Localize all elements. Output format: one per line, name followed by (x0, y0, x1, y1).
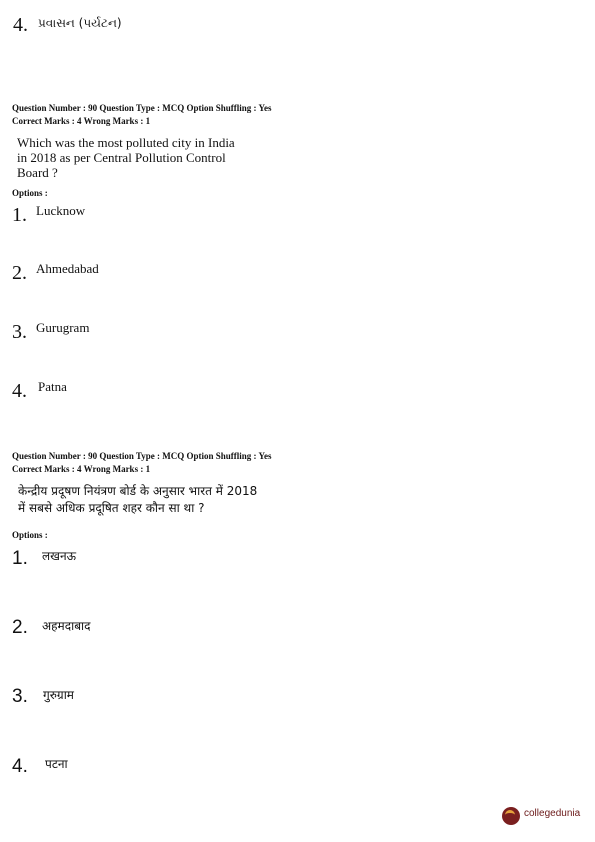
options-label: Options : (12, 188, 48, 198)
collegedunia-logo (502, 807, 580, 825)
option-number: 2. (12, 617, 28, 638)
question-marks: Correct Marks : 4 Wrong Marks : 1 (12, 116, 151, 126)
option-text: Patna (38, 379, 67, 394)
logo-tagline (524, 819, 580, 823)
option-text: अहमदाबाद (42, 619, 91, 633)
question-marks: Correct Marks : 4 Wrong Marks : 1 (12, 464, 151, 474)
option-number: 4. (12, 756, 28, 777)
question-line: in 2018 as per Central Pollution Control (17, 150, 226, 165)
option-number: 3. (12, 321, 27, 343)
collegedunia-logo-icon (502, 807, 520, 825)
option-text: Ahmedabad (36, 261, 99, 276)
question-text (18, 483, 257, 517)
question-line: Which was the most polluted city in India (17, 135, 235, 150)
option-text: गुरुग्राम (43, 688, 74, 702)
option-number: 2. (12, 262, 27, 284)
top-option (13, 14, 28, 37)
logo-brand: collegedunia (524, 808, 581, 819)
option-text: पटना (45, 757, 68, 771)
option-number: 1. (12, 204, 27, 226)
option-number: 4. (12, 380, 27, 402)
option-text: लखनऊ (42, 549, 77, 563)
options-label: Options : (12, 530, 48, 540)
option-number: 4. (13, 14, 28, 36)
question-line: Board ? (17, 165, 58, 180)
option-number: 1. (12, 548, 28, 569)
question-line: में सबसे अधिक प्रदूषित शहर कौन सा था ? (18, 501, 205, 515)
option-number: 3. (12, 686, 28, 707)
question-meta: Question Number : 90 Question Type : MCQ Option Shuffling : Yes (12, 103, 272, 113)
question-line: केन्द्रीय प्रदूषण नियंत्रण बोर्ड के अनुसार भारत में 2018 (18, 484, 258, 498)
question-text (17, 135, 235, 180)
option-text: Lucknow (36, 203, 86, 218)
question-meta: Question Number : 90 Question Type : MCQ Option Shuffling : Yes (12, 451, 272, 461)
top-option-text: પ્રવાસન (પર્યટન) (38, 16, 122, 30)
option-text: Gurugram (36, 320, 90, 335)
